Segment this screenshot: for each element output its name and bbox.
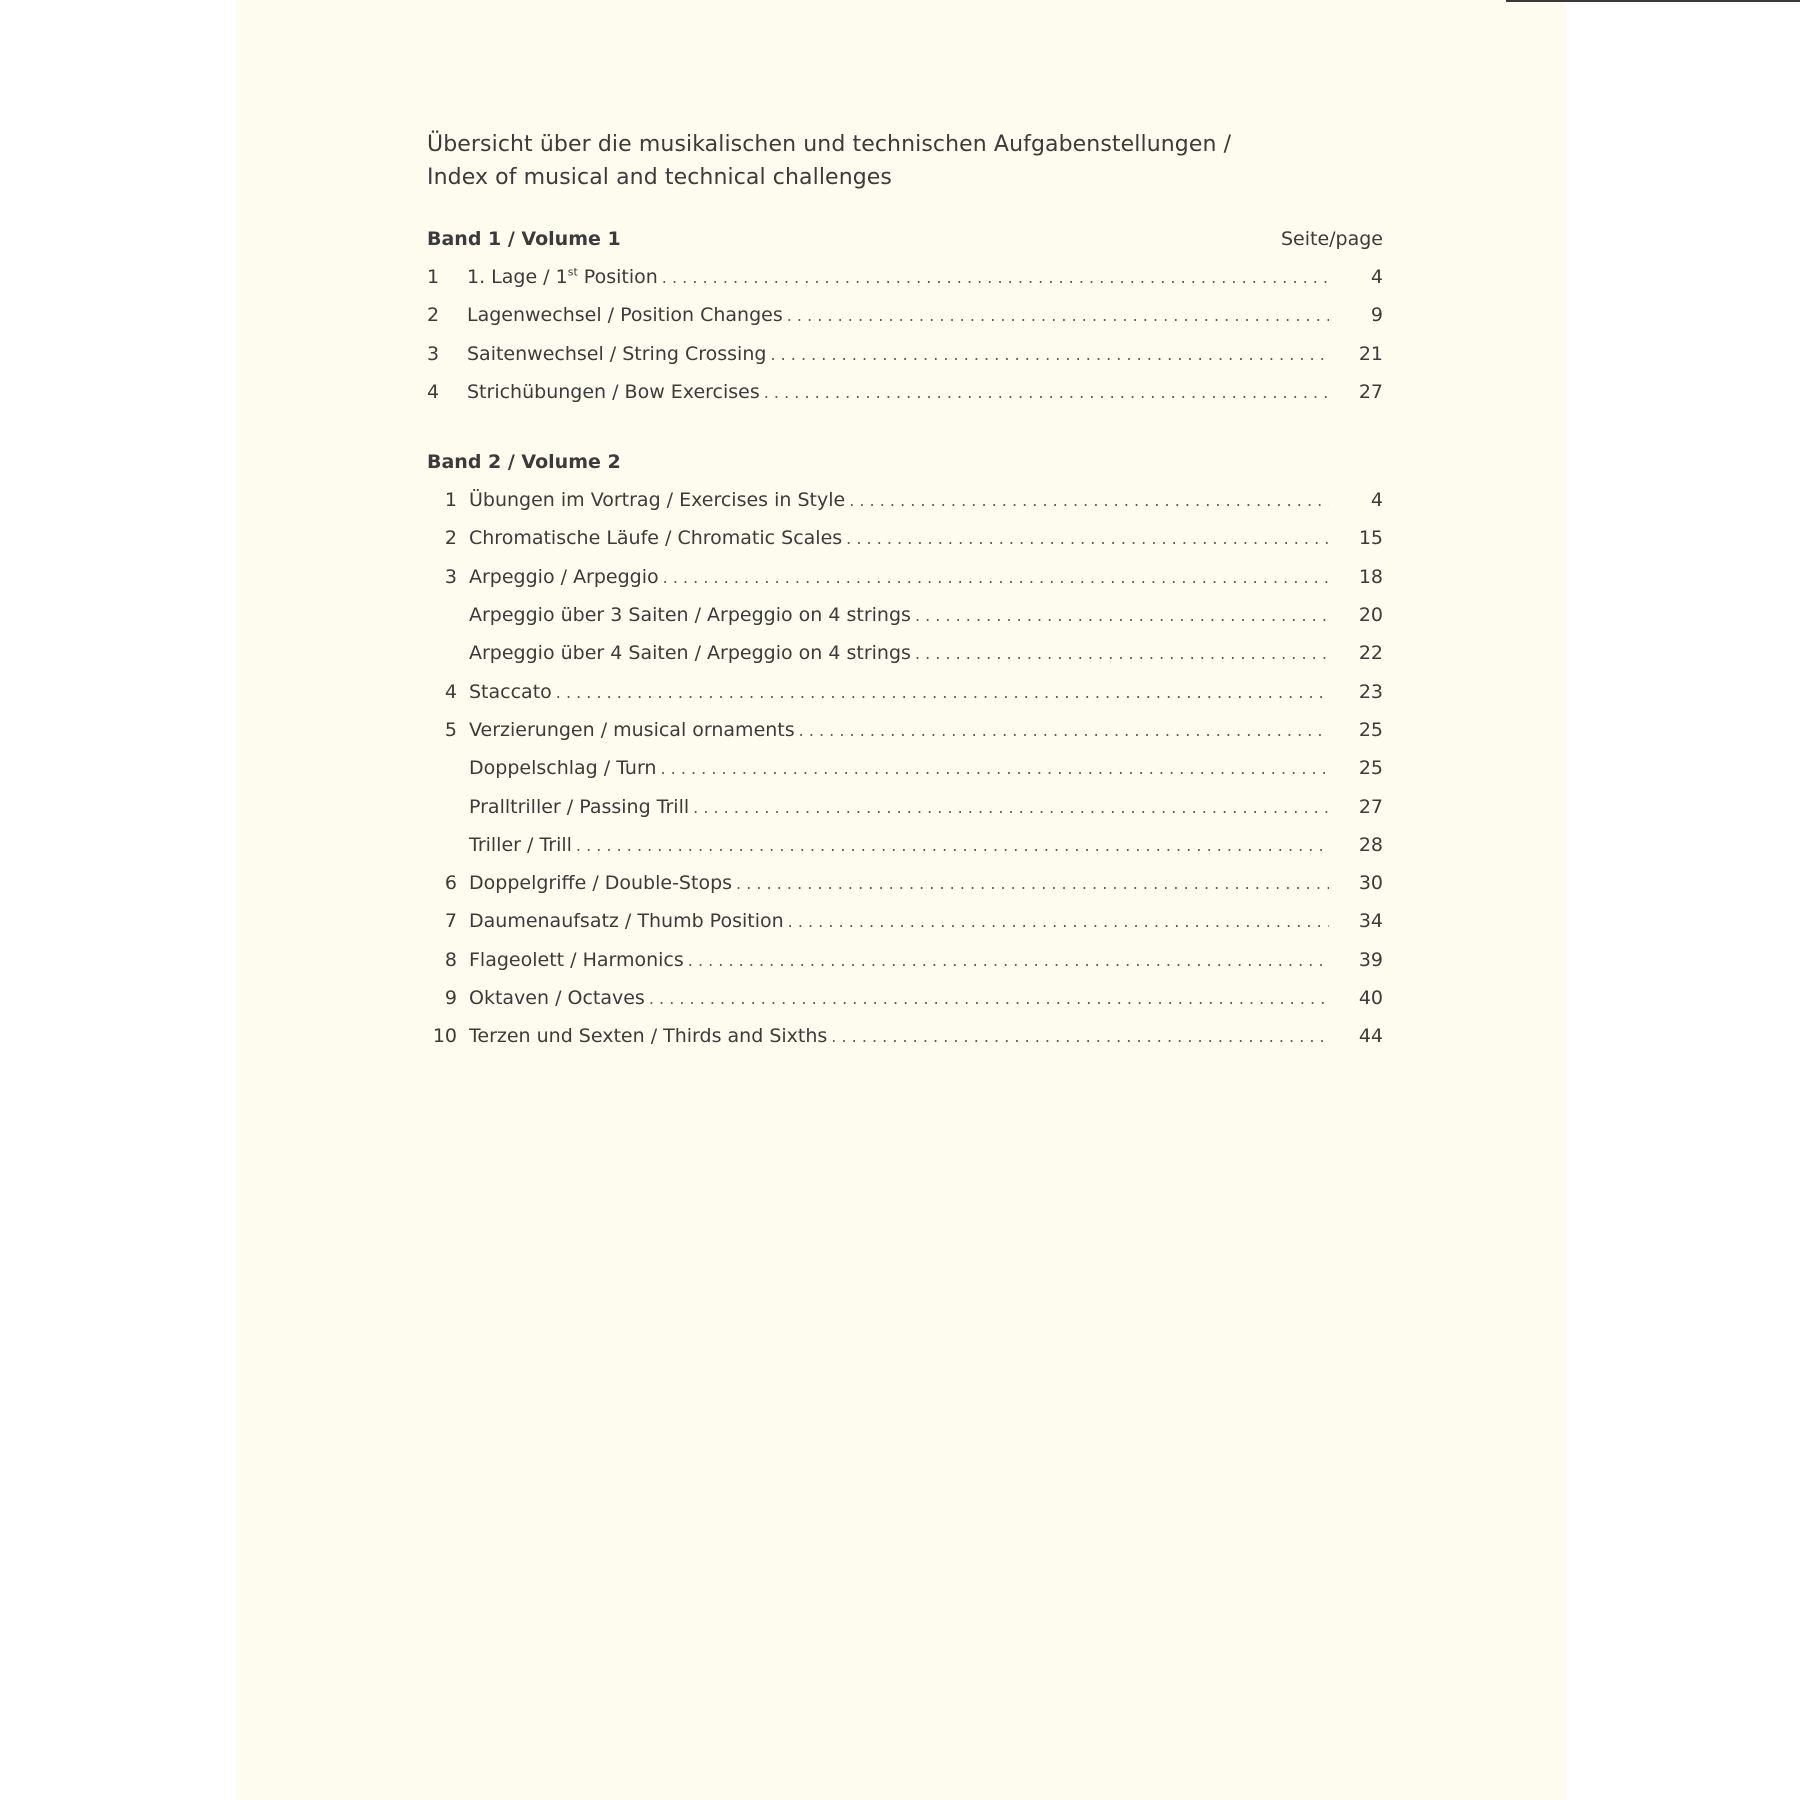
entry-page: 34 (1358, 910, 1383, 933)
toc-row (427, 796, 1383, 834)
dot-leader (663, 568, 1329, 587)
entry-label: Lagenwechsel / Position Changes (467, 304, 783, 327)
dot-leader (576, 836, 1329, 855)
toc-row (427, 1025, 1383, 1063)
entry-label: Arpeggio / Arpeggio (469, 565, 659, 588)
entry-page: 39 (1358, 948, 1383, 971)
entry-number: 2 (427, 304, 440, 327)
volume-2-header (427, 451, 1383, 489)
dot-leader (764, 383, 1329, 402)
toc-row (427, 604, 1383, 642)
entry-number: 5 (444, 718, 457, 741)
index-title-line-2: Index of musical and technical challenges (427, 165, 892, 190)
entry-label: Arpeggio über 3 Saiten / Arpeggio on 4 strings (469, 604, 911, 627)
toc-row (427, 642, 1383, 680)
entry-label: Strichübungen / Bow Exercises (467, 380, 760, 403)
toc-row (427, 910, 1383, 948)
entry-page: 40 (1358, 987, 1383, 1010)
entry-page: 28 (1358, 833, 1383, 856)
entry-page: 21 (1358, 342, 1383, 365)
entry-number: 3 (444, 565, 457, 588)
entry-label: Staccato (469, 680, 552, 703)
index-content (427, 128, 1383, 1064)
dot-leader (736, 874, 1329, 893)
toc-row (427, 343, 1383, 381)
entry-number: 7 (444, 910, 457, 933)
dot-leader (660, 759, 1329, 778)
toc-row (427, 381, 1383, 419)
entry-number: 9 (444, 987, 457, 1010)
dot-leader (788, 912, 1329, 931)
superscript: st (567, 265, 578, 279)
entry-page: 22 (1358, 642, 1383, 665)
dot-leader (556, 683, 1329, 702)
toc-row (427, 266, 1383, 304)
dot-leader (846, 529, 1329, 548)
entry-page: 44 (1358, 1025, 1383, 1048)
volume-2-title: Band 2 / Volume 2 (427, 451, 621, 474)
toc-row (427, 949, 1383, 987)
entry-number: 4 (427, 380, 440, 403)
entry-number: 1 (444, 489, 457, 512)
volume-1-header (427, 228, 1383, 266)
page-column-label: Seite/page (1280, 228, 1383, 250)
entry-label: Terzen und Sexten / Thirds and Sixths (469, 1025, 828, 1048)
entry-number: 1 (427, 266, 440, 288)
index-title-line-1: Übersicht über die musikalischen und technischen Aufgabenstellungen / (427, 132, 1232, 157)
entry-number: 8 (444, 948, 457, 971)
entry-label: Pralltriller / Passing Trill (469, 795, 690, 818)
entry-label: Triller / Trill (469, 833, 572, 856)
entry-page: 25 (1358, 718, 1383, 741)
entry-label: Daumenaufsatz / Thumb Position (469, 910, 784, 933)
entry-page: 4 (1370, 266, 1383, 288)
dot-leader (649, 989, 1329, 1008)
dot-leader (831, 1027, 1329, 1046)
entry-page: 23 (1358, 680, 1383, 703)
toc-row (427, 757, 1383, 795)
entry-number: 4 (444, 680, 457, 703)
toc-row (427, 834, 1383, 872)
entry-page: 18 (1358, 565, 1383, 588)
toc-row (427, 304, 1383, 342)
top-rule (1506, 0, 1800, 2)
entry-number: 6 (444, 872, 457, 895)
dot-leader (915, 644, 1329, 663)
entry-label: Chromatische Läufe / Chromatic Scales (469, 527, 843, 550)
toc-row (427, 872, 1383, 910)
dot-leader (770, 345, 1329, 364)
toc-row (427, 527, 1383, 565)
entry-label: Saitenwechsel / String Crossing (467, 342, 767, 365)
entry-page: 15 (1358, 527, 1383, 550)
volume-1-title: Band 1 / Volume 1 (427, 228, 621, 250)
entry-page: 4 (1370, 489, 1383, 512)
entry-number: 2 (444, 527, 457, 550)
dot-leader (688, 951, 1329, 970)
toc-row (427, 566, 1383, 604)
entry-page: 25 (1358, 757, 1383, 780)
entry-label: Verzierungen / musical ornaments (469, 718, 795, 741)
dot-leader (693, 798, 1329, 817)
dot-leader (799, 721, 1329, 740)
entry-page: 20 (1358, 604, 1383, 627)
entry-label: Doppelschlag / Turn (469, 757, 657, 780)
entry-label: Arpeggio über 4 Saiten / Arpeggio on 4 strings (469, 642, 911, 665)
entry-number: 3 (427, 342, 440, 365)
toc-row (427, 681, 1383, 719)
toc-row (427, 719, 1383, 757)
dot-leader (849, 491, 1329, 510)
entry-label: Übungen im Vortrag / Exercises in Style (469, 489, 846, 512)
entry-label: Flageolett / Harmonics (469, 948, 684, 971)
entry-page: 27 (1358, 380, 1383, 403)
dot-leader (915, 606, 1329, 625)
dot-leader (787, 306, 1329, 325)
entry-page: 30 (1358, 872, 1383, 895)
dot-leader (662, 268, 1329, 287)
toc-row (427, 489, 1383, 527)
entry-page: 27 (1358, 795, 1383, 818)
toc-row (427, 987, 1383, 1025)
entry-page: 9 (1370, 304, 1383, 327)
entry-label: Oktaven / Octaves (469, 987, 645, 1010)
entry-label: 1. Lage / 1st Position (467, 265, 658, 288)
entry-number: 10 (432, 1025, 457, 1048)
entry-label: Doppelgriffe / Double-Stops (469, 872, 733, 895)
